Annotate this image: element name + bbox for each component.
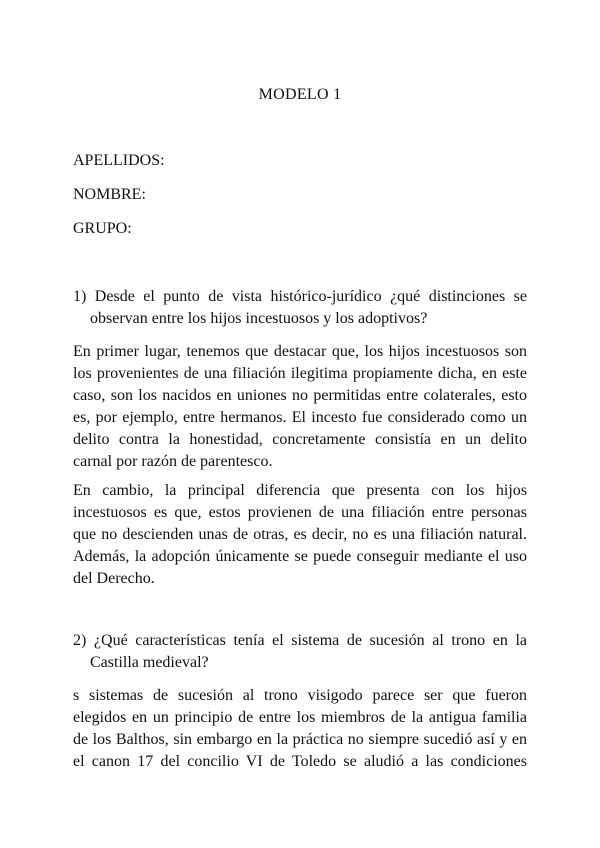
document-title: MODELO 1 <box>258 86 342 103</box>
group-field-label: GRUPO: <box>73 220 132 237</box>
answer-1-paragraph-2 <box>73 480 527 590</box>
paragraph-line: s sistemas de sucesión al trono visigodo parece ser que fueron <box>73 687 527 704</box>
name-field-label: NOMBRE: <box>73 186 146 203</box>
paragraph-line: es, por ejemplo, entre hermanos. El incesto fue considerado como un <box>73 409 527 426</box>
paragraph-line: En cambio, la principal diferencia que presenta con los hijos <box>73 482 527 499</box>
paragraph-line: incestuosos es que, estos provienen de una filiación entre personas <box>73 504 527 521</box>
answer-1-paragraph-1 <box>73 341 527 473</box>
paragraph-line: que no descienden unas de otras, es decir, no es una filiación natural. <box>73 526 527 543</box>
question-2 <box>73 630 527 674</box>
paragraph-line: elegidos en un principio de entre los miembros de la antigua familia <box>73 709 527 726</box>
answer-2-paragraph-1 <box>73 685 527 773</box>
paragraph-line: En primer lugar, tenemos que destacar que, los hijos incestuosos son <box>73 343 527 360</box>
question-1-line-2: observan entre los hijos incestuosos y los adoptivos? <box>90 310 428 327</box>
question-1 <box>73 286 527 330</box>
paragraph-line: los provenientes de una filiación ilegitima propiamente dicha, en este <box>73 365 527 382</box>
paragraph-line: Además, la adopción únicamente se puede conseguir mediante el uso <box>73 548 527 565</box>
paragraph-line: carnal por razón de parentesco. <box>73 453 273 470</box>
question-2-line-2: Castilla medieval? <box>90 654 209 671</box>
question-2-line-1: 2) ¿Qué características tenía el sistema de sucesión al trono en la <box>73 632 527 649</box>
paragraph-line: de los Balthos, sin embargo en la práctica no siempre sucedió así y en <box>73 731 527 748</box>
paragraph-line: del Derecho. <box>73 570 155 587</box>
paragraph-line: el canon 17 del concilio VI de Toledo se aludió a las condiciones <box>73 753 527 770</box>
question-1-line-1: 1) Desde el punto de vista histórico-jurídico ¿qué distinciones se <box>73 288 527 305</box>
paragraph-line: delito contra la honestidad, concretamente consistía en un delito <box>73 431 527 448</box>
paragraph-line: caso, son los nacidos en uniones no permitidas entre colaterales, esto <box>73 387 527 404</box>
surname-field-label: APELLIDOS: <box>73 152 165 169</box>
